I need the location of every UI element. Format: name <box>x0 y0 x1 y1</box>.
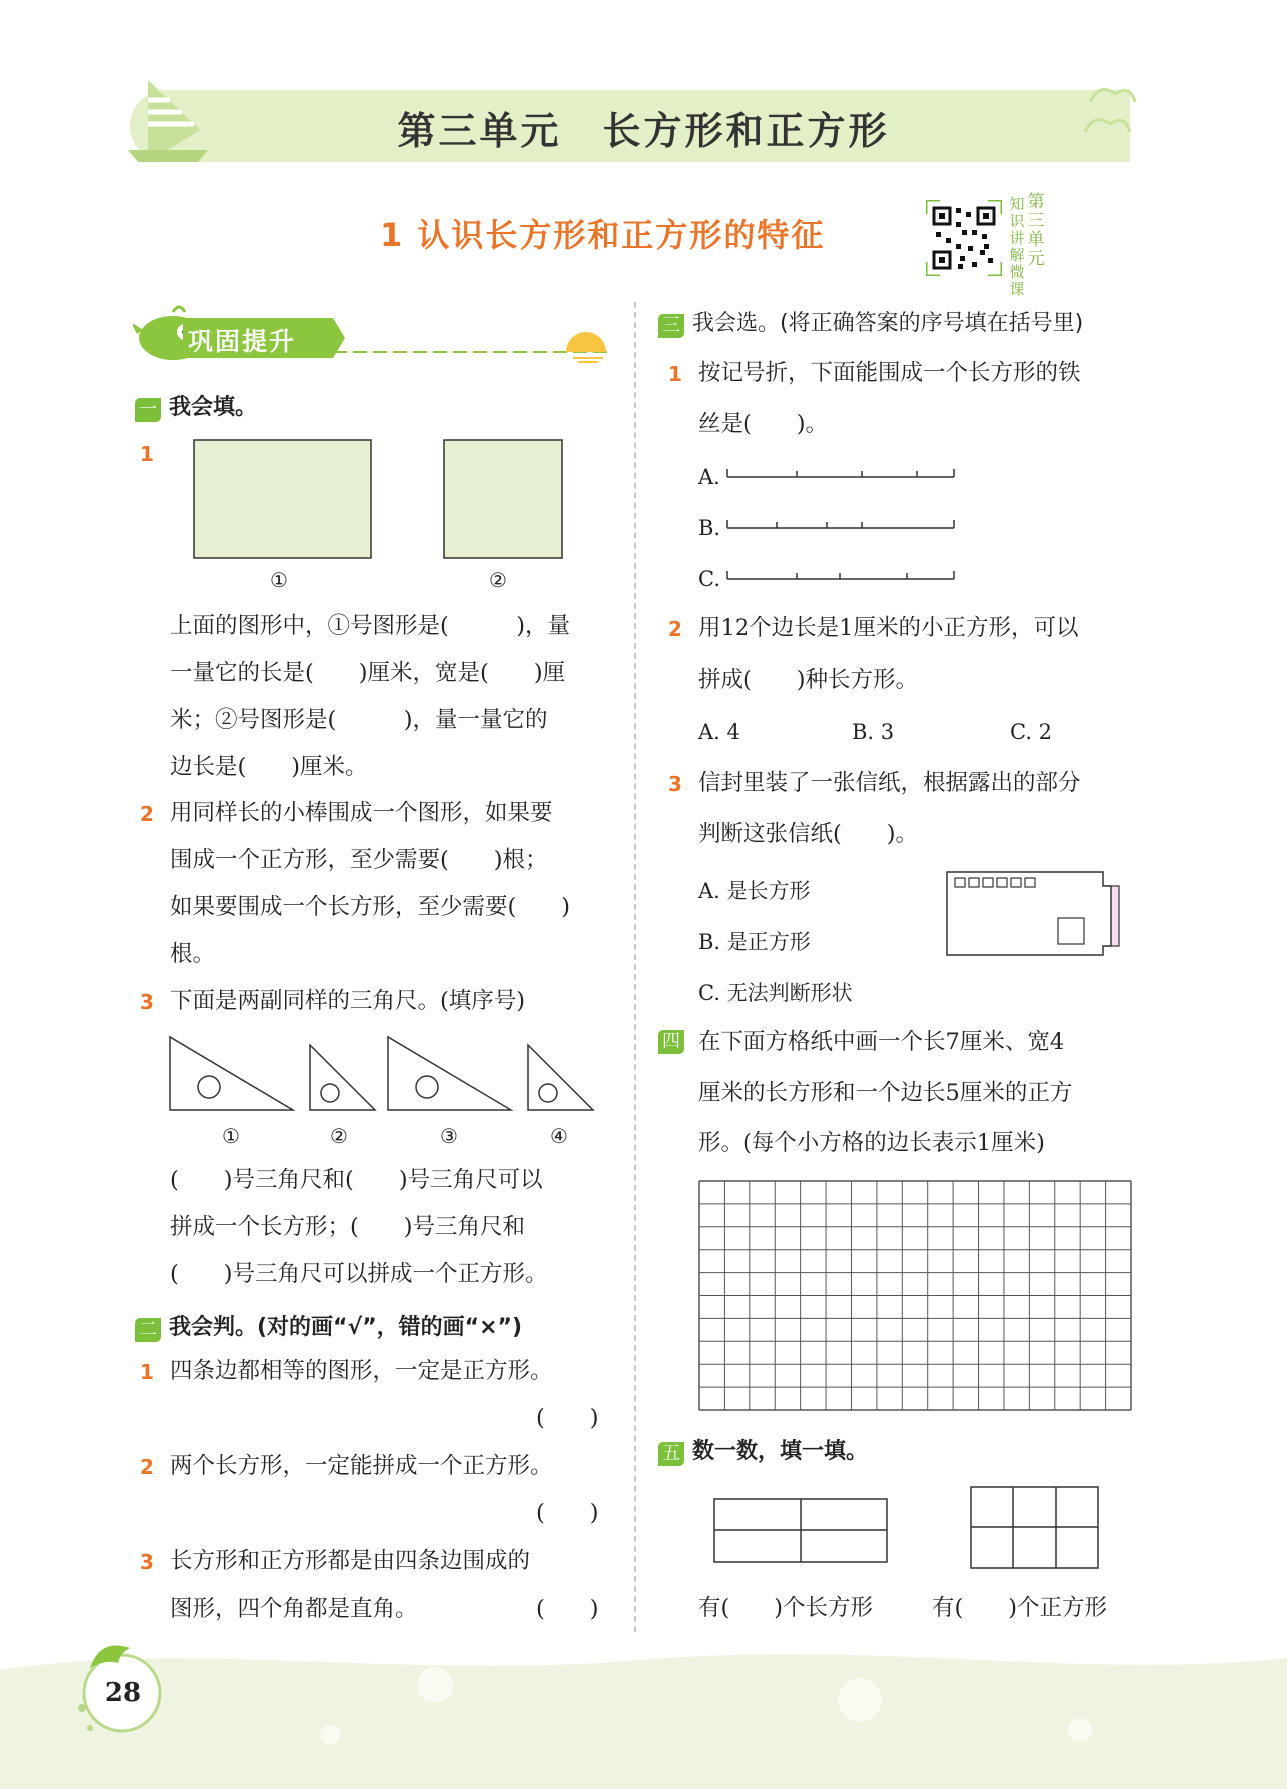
s3-q1-option-b: B. <box>698 516 721 540</box>
s4-line-3: 形。(每个小方格的边长表示1厘米) <box>698 1130 1045 1156</box>
section3-title: 我会选。(将正确答案的序号填在括号里) <box>692 311 1084 336</box>
s3-q2-option-b: B. 3 <box>852 720 895 744</box>
qr-code[interactable] <box>926 200 1002 276</box>
envelope-icon <box>945 870 1125 958</box>
triangle-4 <box>528 1045 593 1110</box>
section2-title: 我会判。(对的画“√”，错的画“×”) <box>169 1315 523 1340</box>
triangle-1 <box>170 1037 293 1110</box>
section2-badge: 二 <box>135 1318 161 1342</box>
section5-heading <box>658 1434 868 1466</box>
s3-q2-line-1: 用12个边长是1厘米的小正方形，可以 <box>698 615 1079 641</box>
s1-q2-line-2: 围成一个正方形，至少需要( )根； <box>170 847 548 873</box>
triangle-3 <box>388 1037 511 1110</box>
s1-q3-label-4: ④ <box>550 1124 568 1148</box>
s1-q1-number: 1 <box>140 442 154 466</box>
s1-q1-line-2: 一量它的长是( )厘米，宽是( )厘 <box>170 660 566 686</box>
rectangle-figure <box>194 440 371 558</box>
lesson-title: 1 认识长方形和正方形的特征 <box>380 216 826 254</box>
section3-badge: 三 <box>658 314 684 338</box>
s3-q1-line-1: 按记号折，下面能围成一个长方形的铁 <box>698 360 1081 386</box>
s2-q1-line: 四条边都相等的图形，一定是正方形。 <box>170 1358 553 1384</box>
s1-q1-line-1: 上面的图形中，①号图形是( )，量 <box>170 613 571 639</box>
section5-title: 数一数，填一填。 <box>692 1439 869 1464</box>
page-number: 28 <box>104 1678 142 1708</box>
s1-q1-line-4: 边长是( )厘米。 <box>170 754 368 780</box>
s1-q3-line-2: 拼成一个长方形；( )号三角尺和 <box>170 1214 526 1240</box>
section4-badge: 四 <box>658 1030 684 1054</box>
s3-q3-line-2: 判断这张信纸( )。 <box>698 821 919 847</box>
qr-caption: 知识讲解微课 <box>1009 195 1025 298</box>
reinforce-label: 巩固提升 <box>188 327 297 356</box>
s3-q2-option-a: A. 4 <box>698 720 740 744</box>
s2-q2-paren: ( ) <box>536 1500 599 1526</box>
s1-q2-line-4: 根。 <box>170 941 216 967</box>
s3-q3-option-b: B. 是正方形 <box>698 930 811 954</box>
s4-line-1: 在下面方格纸中画一个长7厘米、宽4 <box>698 1029 1065 1055</box>
s3-q2-option-c: C. 2 <box>1010 720 1053 744</box>
s1-q3-triangles <box>165 1035 605 1115</box>
s1-q3-line-1: ( )号三角尺和( )号三角尺可以 <box>170 1167 543 1193</box>
s1-q3-label-2: ② <box>330 1124 348 1148</box>
s3-q1-option-a: A. <box>698 465 720 489</box>
s1-q2-line-1: 用同样长的小棒围成一个图形，如果要 <box>170 800 553 826</box>
s1-q1-label-1: ① <box>270 568 288 592</box>
s1-q3-line: 下面是两副同样的三角尺。(填序号) <box>170 988 526 1014</box>
s5-figures <box>712 1485 1104 1570</box>
s1-q3-label-3: ③ <box>440 1124 458 1148</box>
s3-q3-option-c: C. 无法判断形状 <box>698 981 853 1005</box>
s2-q1-number: 1 <box>140 1360 154 1384</box>
s1-q1-figures <box>190 438 570 560</box>
section2-heading <box>135 1310 522 1342</box>
s3-q1-wires <box>722 465 962 590</box>
square-figure <box>444 440 562 558</box>
s3-q1-option-c: C. <box>698 567 720 591</box>
section5-badge: 五 <box>658 1442 684 1466</box>
graph-paper-grid[interactable] <box>698 1180 1132 1411</box>
section3-heading <box>658 306 1083 338</box>
s2-q3-line-2: 图形，四个角都是直角。 <box>170 1596 418 1622</box>
s1-q1-line-3: 米；②号图形是( )，量一量它的 <box>170 707 548 733</box>
unit-title: 第三单元 长方形和正方形 <box>397 109 890 153</box>
bottom-wave-decoration <box>0 1640 1287 1789</box>
column-divider <box>634 302 636 1632</box>
s1-q3-label-1: ① <box>222 1124 240 1148</box>
s3-q3-line-1: 信封里装了一张信纸，根据露出的部分 <box>698 770 1081 796</box>
triangle-2 <box>310 1045 375 1110</box>
qr-unit-caption: 第三单元 <box>1027 192 1045 269</box>
s2-q3-line-1: 长方形和正方形都是由四条边围成的 <box>170 1548 531 1574</box>
s3-q1-number: 1 <box>668 362 682 386</box>
s3-q3-option-a: A. 是长方形 <box>698 879 811 903</box>
s5-caption-b: 有( )个正方形 <box>932 1595 1108 1621</box>
s1-q3-number: 3 <box>140 990 154 1014</box>
section4-heading <box>658 1030 692 1054</box>
s1-q2-number: 2 <box>140 802 154 826</box>
s2-q1-paren: ( ) <box>536 1405 599 1431</box>
s3-q3-number: 3 <box>668 772 682 796</box>
s2-q3-number: 3 <box>140 1550 154 1574</box>
s3-q1-line-2: 丝是( )。 <box>698 411 829 437</box>
s5-caption-a: 有( )个长方形 <box>698 1595 874 1621</box>
s2-q2-line: 两个长方形，一定能拼成一个正方形。 <box>170 1453 553 1479</box>
s2-q3-paren: ( ) <box>536 1596 599 1622</box>
s1-q2-line-3: 如果要围成一个长方形，至少需要( ) <box>170 894 571 920</box>
s1-q1-label-2: ② <box>489 568 507 592</box>
s1-q3-line-3: ( )号三角尺可以拼成一个正方形。 <box>170 1261 548 1287</box>
section1-heading <box>135 390 257 422</box>
s4-line-2: 厘米的长方形和一个边长5厘米的正方 <box>698 1080 1073 1106</box>
s2-q2-number: 2 <box>140 1455 154 1479</box>
section1-badge: 一 <box>135 398 161 422</box>
s3-q2-line-2: 拼成( )种长方形。 <box>698 667 919 693</box>
section1-title: 我会填。 <box>169 395 258 420</box>
s3-q2-number: 2 <box>668 617 682 641</box>
